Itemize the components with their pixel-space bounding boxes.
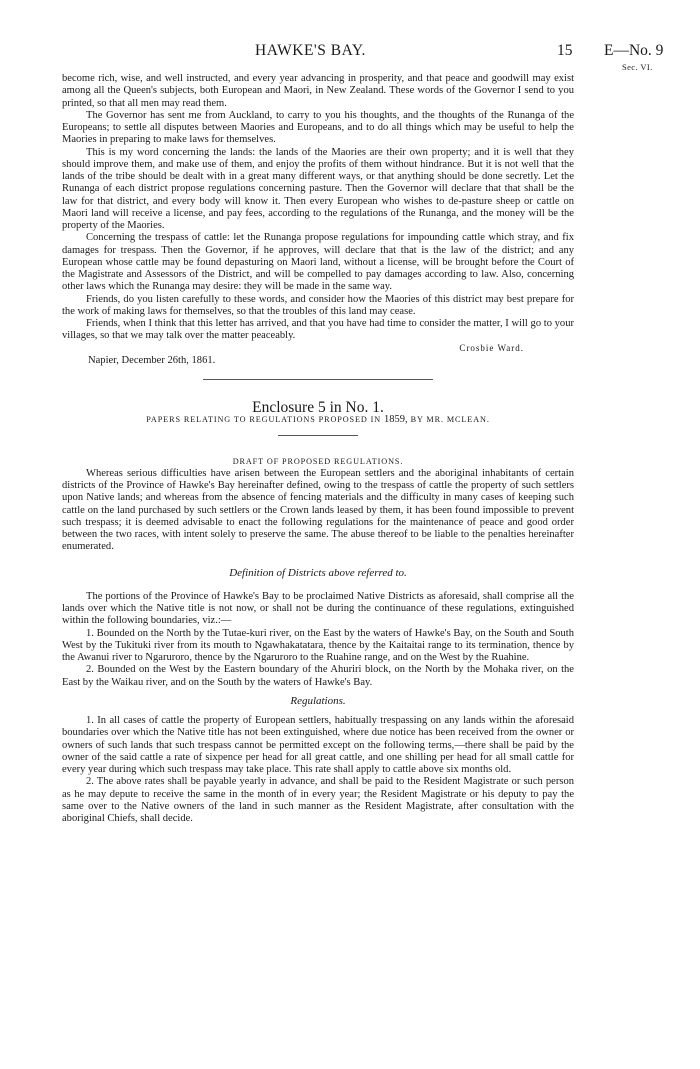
running-title: HAWKE'S BAY.: [255, 42, 366, 59]
definition-paragraph: 2. Bounded on the West by the Eastern boundary of the Ahuriri block, on the North by the Mohaka river, on the East by the Waikau river, and on the South by the waters of Hawke's Bay.: [62, 664, 574, 688]
regulation-paragraph: 1. In all cases of cattle the property of European settlers, habitually trespassing on any lands within the aforesaid boundaries over which the Native title has not been extinguished, where due notice has been received from the owner or owners of such lands that such trespass cannot be permitted except on the following terms,—there shall be paid by the owner of the said cattle a rate of sixpence per head for all great cattle, and one shilling per head for all small cattle for every year during which such trespass may take place. This rate shall apply to cattle above six months old.: [62, 715, 574, 775]
paper-reference: E—No. 9: [604, 42, 664, 59]
subtitle-text: PAPERS RELATING TO REGULATIONS PROPOSED IN: [146, 415, 382, 425]
page-header: [0, 38, 700, 72]
regulation-paragraph: 2. The above rates shall be payable yearly in advance, and shall be paid to the Resident Magistrate or such person as he may depute to receive the same in the month of in every year; the Resident Magistrate or his deputy to pay the same over to the Native owners of the land in such manner as the Resident Magistrate, after consultation with the aboriginal Chiefs, shall decide.: [62, 776, 574, 824]
letter-paragraph: Concerning the trespass of cattle: let the Runanga propose regulations for impounding cattle which stray, and fix damages for trespass. Then the Governor, if he approves, will declare that that is the law of the district; and any European whose cattle may be found depasturing on Maori land, without a license, will be brought before the Court of the Magistrate and Assessors of the District, and will be compelled to pay damages according to law. Also, concerning other laws which the Runanga may desire: they will be made in the same way.: [62, 232, 574, 293]
subtitle-author: BY MR. MCLEAN.: [410, 415, 490, 425]
letter-date: Napier, December 26th, 1861.: [88, 354, 216, 366]
document-body: [62, 73, 574, 825]
definition-heading: Definition of Districts above referred to.: [229, 566, 407, 579]
definition-paragraph: The portions of the Province of Hawke's Bay to be proclaimed Native Districts as aforesaid, shall comprise all the lands over which the Native title is not now, or shall not be during the continuance of these regulations, extinguished within the following boundaries, viz.:—: [62, 590, 574, 627]
subtitle-year: 1859,: [384, 414, 408, 426]
page-number: 15: [557, 42, 573, 59]
letter-paragraph: become rich, wise, and well instructed, and every year advancing in prosperity, and that peace and goodwill may exist among all the Queen's subjects, both European and Maori, in New Zealand. These words of the Governor I send to you printed, so that all men may read them.: [62, 73, 574, 109]
enclosure-subtitle: [62, 414, 574, 426]
section-reference: Sec. VI.: [622, 62, 653, 72]
subtitle-divider: [278, 435, 358, 436]
letter-paragraph: Friends, when I think that this letter has arrived, and that you have had time to consider the matter, I will go to your villages, so that we may talk over the matter peaceably.: [62, 318, 574, 342]
signature: Crosbie Ward.: [459, 342, 524, 353]
section-divider: [203, 379, 433, 380]
enclosure-title: Enclosure 5 in No. 1.: [252, 399, 384, 416]
letter-paragraph: Friends, do you listen carefully to these words, and consider how the Maories of this district may best prepare for the work of making laws for themselves, so that the troubles of this land may cease.: [62, 293, 574, 317]
definition-paragraph: 1. Bounded on the North by the Tutae-kuri river, on the East by the waters of Hawke's Bay, on the South and South West by the Tukituki river from its mouth to Ngawhakatatara, thence by the Kaitaitai range to its termination, thence by the Awanui river to Ngaruroro, thence by the Ngaruroro to the Ruahine range, and on the West by the Ruahine.: [62, 627, 574, 663]
regulations-heading: Regulations.: [290, 694, 346, 707]
draft-title: DRAFT OF PROPOSED REGULATIONS.: [232, 456, 404, 466]
letter-paragraph: This is my word concerning the lands: the lands of the Maories are their own property; and it is well that they should improve them, and make use of them, and enjoy the profits of them without hindrance. But it is not well that the lands of the tribe should be dealt with in a great many different ways, or that anything should be done secretly. Let the Runanga of each district propose regulations concerning pasture. Then the Governor will declare that that shall be the law for that district, and every body will know it. Then every European who wishes to de-pasture sheep or cattle on Maori land will receive a license, and pay fees, according to the regulations of the Runanga, and the money will be the property of the Maories.: [62, 146, 574, 231]
preamble: Whereas serious difficulties have arisen between the European settlers and the aboriginal inhabitants of certain districts of the Province of Hawke's Bay hereinafter defined, owing to the trespass of cattle the property of such settlers upon Native lands; and whereas from the absence of fencing materials and the difficulty in many cases of keeping such cattle on the land purchased by such settlers or the Crown lands leased by them, it has been found impossible to prevent such trespass; it is deemed advisable to enact the following regulations for the maintenance of peace and good order between the two races, with intent solely to preserve the same. The abuse thereof to be liable to the penalties hereinafter enumerated.: [62, 467, 574, 553]
letter-paragraph: The Governor has sent me from Auckland, to carry to you his thoughts, and the thoughts of the Runanga of the Europeans; to settle all disputes between Maories and Europeans, and to do all things which may be useful to help the Maories in preparing to make laws for themselves.: [62, 109, 574, 146]
